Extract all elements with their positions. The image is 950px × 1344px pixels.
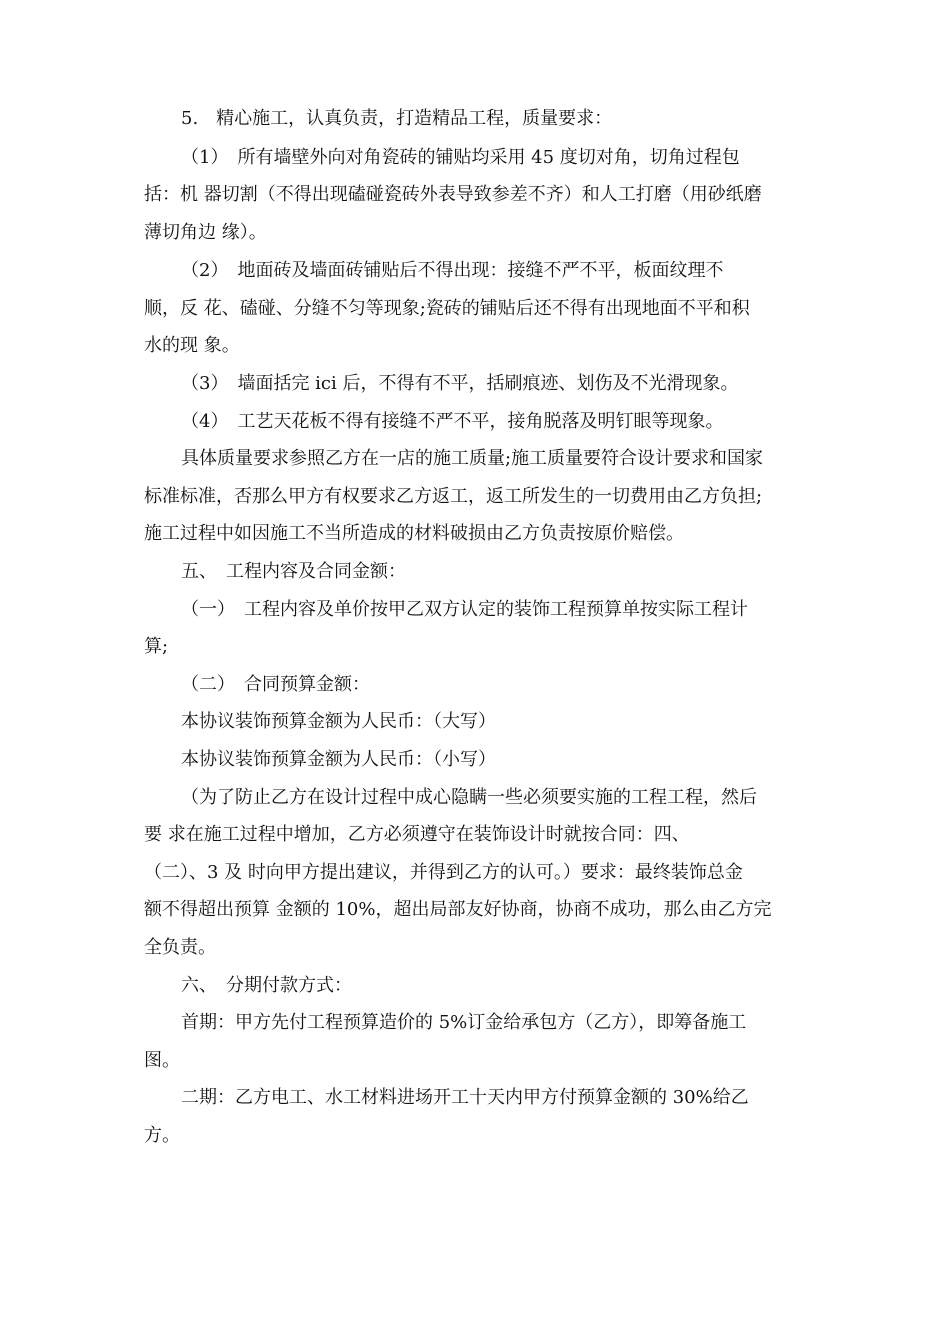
quality-item-1-line-1: （1） 所有墙壁外向对角瓷砖的铺贴均采用 45 度切对角，切角过程包 — [181, 147, 740, 168]
section-5-item-2: （二） 合同预算金额： — [181, 674, 370, 695]
amount-note-line-5: 全负责。 — [144, 937, 216, 958]
amount-lowercase: 本协议装饰预算金额为人民币：（小写） — [181, 749, 496, 770]
quality-item-3: （3） 墙面括完 ici 后，不得有不平，括刷痕迹、划伤及不光滑现象。 — [181, 373, 739, 394]
quality-item-1-line-3: 薄切角边 缘）。 — [144, 222, 267, 243]
payment-second-line-2: 方。 — [144, 1125, 180, 1146]
quality-summary-line-1: 具体质量要求参照乙方在一店的施工质量;施工质量要符合设计要求和国家 — [181, 448, 764, 469]
quality-item-2-line-2: 顺，反 花、磕碰、分缝不匀等现象;瓷砖的铺贴后还不得有出现地面不平和积 — [144, 298, 750, 319]
amount-note-line-1: （为了防止乙方在设计过程中成心隐瞒一些必须要实施的工程工程，然后 — [181, 787, 757, 808]
section-5-item-1-line-2: 算; — [144, 636, 169, 657]
section-5-item-1-line-1: （一） 工程内容及单价按甲乙双方认定的装饰工程预算单按实际工程计 — [181, 599, 748, 620]
quality-item-2-line-3: 水的现 象。 — [144, 335, 240, 356]
payment-first-line-1: 首期：甲方先付工程预算造价的 5%订金给承包方（乙方），即筹备施工 — [181, 1012, 747, 1033]
payment-second-line-1: 二期：乙方电工、水工材料进场开工十天内甲方付预算金额的 30%给乙 — [181, 1087, 749, 1108]
amount-uppercase: 本协议装饰预算金额为人民币：（大写） — [181, 711, 496, 732]
quality-summary-line-3: 施工过程中如因施工不当所造成的材料破损由乙方负责按原价赔偿。 — [144, 523, 684, 544]
amount-note-line-3: （二）、3 及 时向甲方提出建议，并得到乙方的认可。）要求：最终装饰总金 — [144, 862, 743, 883]
quality-item-4: （4） 工艺天花板不得有接缝不严不平，接角脱落及明钉眼等现象。 — [181, 411, 724, 432]
amount-note-line-2: 要 求在施工过程中增加，乙方必须遵守在装饰设计时就按合同：四、 — [144, 824, 690, 845]
quality-summary-line-2: 标准标准，否那么甲方有权要求乙方返工，返工所发生的一切费用由乙方负担; — [144, 486, 763, 507]
quality-item-1-line-2: 括：机 器切割（不得出现磕碰瓷砖外表导致参差不齐）和人工打磨（用砂纸磨 — [144, 184, 762, 205]
quality-item-2-line-1: （2） 地面砖及墙面砖铺贴后不得出现：接缝不严不平，板面纹理不 — [181, 260, 724, 281]
payment-first-line-2: 图。 — [144, 1050, 180, 1071]
quality-heading: 5. 精心施工，认真负责，打造精品工程，质量要求： — [181, 108, 613, 129]
section-5-heading: 五、 工程内容及合同金额： — [181, 561, 406, 582]
amount-note-line-4: 额不得超出预算 金额的 10%，超出局部友好协商，协商不成功，那么由乙方完 — [144, 899, 772, 920]
section-6-heading: 六、 分期付款方式： — [181, 975, 352, 996]
